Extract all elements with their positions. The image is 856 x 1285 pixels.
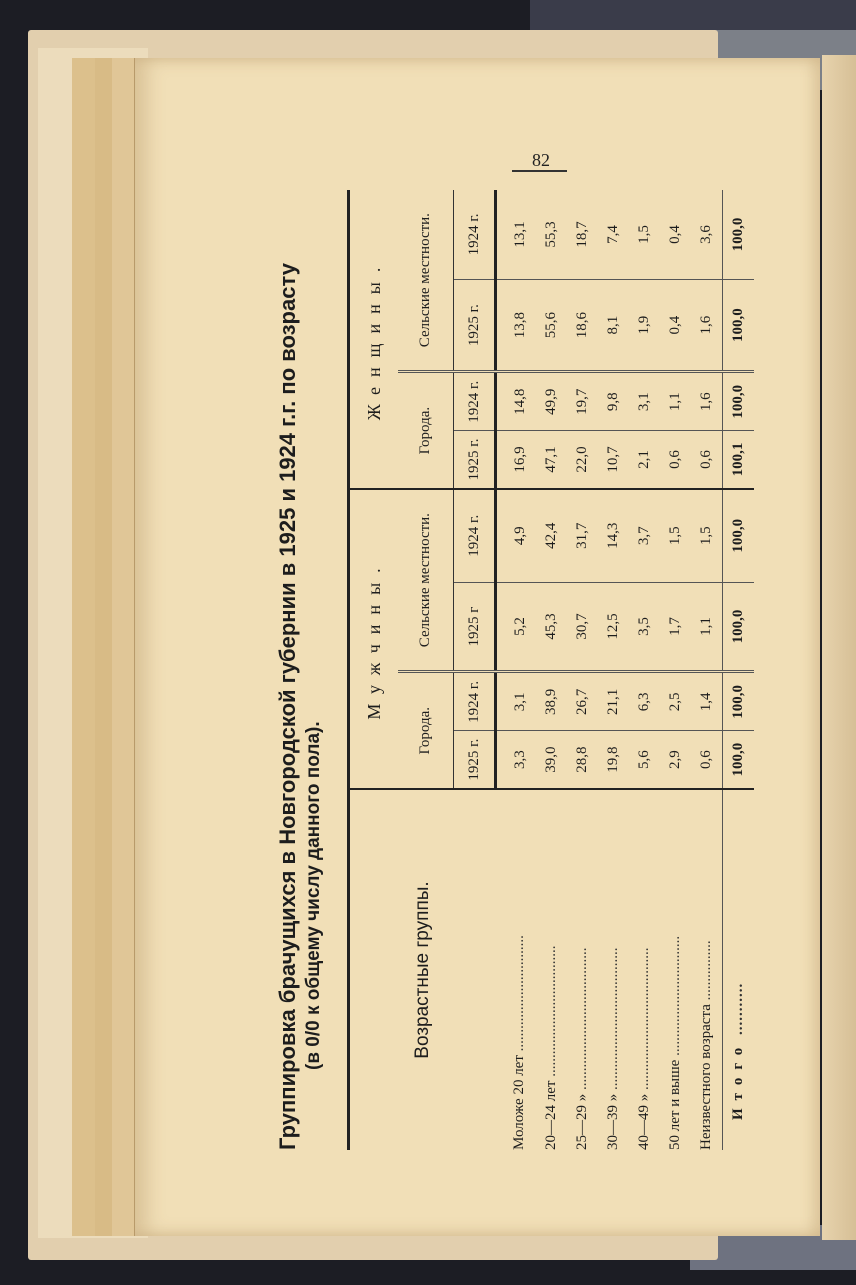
cell-value: 30,7 <box>567 582 598 672</box>
cell-value: 2,5 <box>660 672 691 731</box>
table-title: Группировка брачущихся в Новгородской губернии в 1925 и 1924 г.г. по возрасту <box>275 262 300 1150</box>
cell-value: 0,6 <box>691 431 723 489</box>
row-label: Итого ........... <box>723 789 755 1150</box>
cell-value: 12,5 <box>598 582 629 672</box>
men-group-header: Мужчины. <box>349 489 399 789</box>
cell-value: 0,6 <box>660 431 691 489</box>
cell-value: 1,4 <box>691 672 723 731</box>
page-number-rule <box>512 170 567 172</box>
year-header: 1924 г. <box>454 372 496 431</box>
page-number: 82 <box>532 150 550 170</box>
cell-value: 100,0 <box>723 190 755 279</box>
cell-value: 3,1 <box>496 672 537 731</box>
year-header: 1925 г. <box>454 731 496 789</box>
row-label: Неизвестного возраста ................ <box>691 789 723 1150</box>
women-rural-header: Сельские местности. <box>398 190 454 372</box>
men-rural-header: Сельские местности. <box>398 489 454 672</box>
age-group-table <box>347 190 754 1150</box>
cell-value: 1,5 <box>691 489 723 582</box>
cell-value: 7,4 <box>605 225 621 244</box>
table-row <box>629 190 660 1150</box>
table-row <box>496 190 537 1150</box>
cell-value: 31,7 <box>567 489 598 582</box>
cell-value: 10,7 <box>598 431 629 489</box>
cell-value: 0,4 <box>667 225 683 244</box>
table-row <box>598 190 629 1150</box>
cell-value: 26,7 <box>567 672 598 731</box>
cell-value: 100,0 <box>723 279 755 371</box>
cell-value: 3,6 <box>698 225 714 244</box>
cell-value: 9,8 <box>598 372 629 431</box>
cell-value: 3,1 <box>629 372 660 431</box>
cell-value: 5,2 <box>496 582 537 672</box>
row-label: 30—39 » ...................................... <box>598 789 629 1150</box>
cell-value: 19,7 <box>567 372 598 431</box>
cell-value: 3,5 <box>629 582 660 672</box>
year-header: 1925 г <box>454 582 496 672</box>
cell-value: 42,4 <box>536 489 567 582</box>
row-label: 40—49 » ...................................... <box>629 789 660 1150</box>
cell-value: 100,0 <box>723 731 755 789</box>
table-row <box>536 190 567 1150</box>
cell-value: 2,9 <box>660 731 691 789</box>
cell-value: 1,7 <box>660 582 691 672</box>
cell-value: 1,1 <box>691 582 723 672</box>
row-label: Моложе 20 лет ............................... <box>496 789 537 1150</box>
table-subtitle: (в 0/0 к общему числу данного пола). <box>303 721 324 1070</box>
cell-value: 6,3 <box>629 672 660 731</box>
cell-value: 21,1 <box>598 672 629 731</box>
table-row-total <box>723 190 755 1150</box>
cell-value: 4,9 <box>496 489 537 582</box>
cell-value: 100,0 <box>723 672 755 731</box>
cell-value: 14,3 <box>598 489 629 582</box>
year-header: 1925 г. <box>454 279 496 371</box>
cell-value: 55,6 <box>536 279 567 371</box>
cell-value: 13,1 <box>512 221 528 248</box>
cell-value: 1,9 <box>629 279 660 371</box>
page-stack <box>112 58 135 1236</box>
cell-value: 3,3 <box>496 731 537 789</box>
cell-value: 1,6 <box>691 279 723 371</box>
year-header: 1924 г. <box>454 672 496 731</box>
cell-value: 8,1 <box>598 279 629 371</box>
cell-value: 47,1 <box>536 431 567 489</box>
cell-value: 28,8 <box>567 731 598 789</box>
women-cities-header: Города. <box>398 372 454 489</box>
table-row <box>660 190 691 1150</box>
cell-value: 38,9 <box>536 672 567 731</box>
cell-value: 45,3 <box>536 582 567 672</box>
cell-value: 2,1 <box>629 431 660 489</box>
year-header: 1924 г. <box>454 489 496 582</box>
row-label: 50 лет и выше ................................ <box>660 789 691 1150</box>
cell-value: 1,5 <box>660 489 691 582</box>
cell-value: 19,8 <box>598 731 629 789</box>
year-header: 1925 г. <box>454 431 496 489</box>
cell-value: 39,0 <box>536 731 567 789</box>
cell-value: 22,0 <box>567 431 598 489</box>
cell-value: 14,8 <box>496 372 537 431</box>
cell-value: 18,6 <box>567 279 598 371</box>
cell-value: 1,1 <box>660 372 691 431</box>
cell-value: 55,3 <box>543 221 559 248</box>
cell-value: 1,5 <box>636 225 652 244</box>
cell-value: 3,7 <box>629 489 660 582</box>
cell-value: 49,9 <box>536 372 567 431</box>
rotated-table-block <box>275 190 835 1150</box>
cell-value: 5,6 <box>629 731 660 789</box>
cell-value: 100,0 <box>723 489 755 582</box>
cell-value: 16,9 <box>496 431 537 489</box>
cell-value: 100,0 <box>723 372 755 431</box>
cell-value: 100,1 <box>723 431 755 489</box>
row-label: 20—24 лет ................................... <box>536 789 567 1150</box>
men-cities-header: Города. <box>398 672 454 789</box>
table-row <box>691 190 723 1150</box>
year-header: 1924 г. <box>454 190 496 279</box>
age-groups-header: Возрастные группы. <box>349 789 496 1150</box>
cell-value: 18,7 <box>574 221 590 248</box>
cell-value: 100,0 <box>723 582 755 672</box>
row-label: 25—29 » ...................................... <box>567 789 598 1150</box>
cell-value: 0,4 <box>660 279 691 371</box>
table-row <box>567 190 598 1150</box>
women-group-header: Женщины. <box>363 257 384 421</box>
cell-value: 0,6 <box>691 731 723 789</box>
cell-value: 13,8 <box>496 279 537 371</box>
cell-value: 1,6 <box>691 372 723 431</box>
